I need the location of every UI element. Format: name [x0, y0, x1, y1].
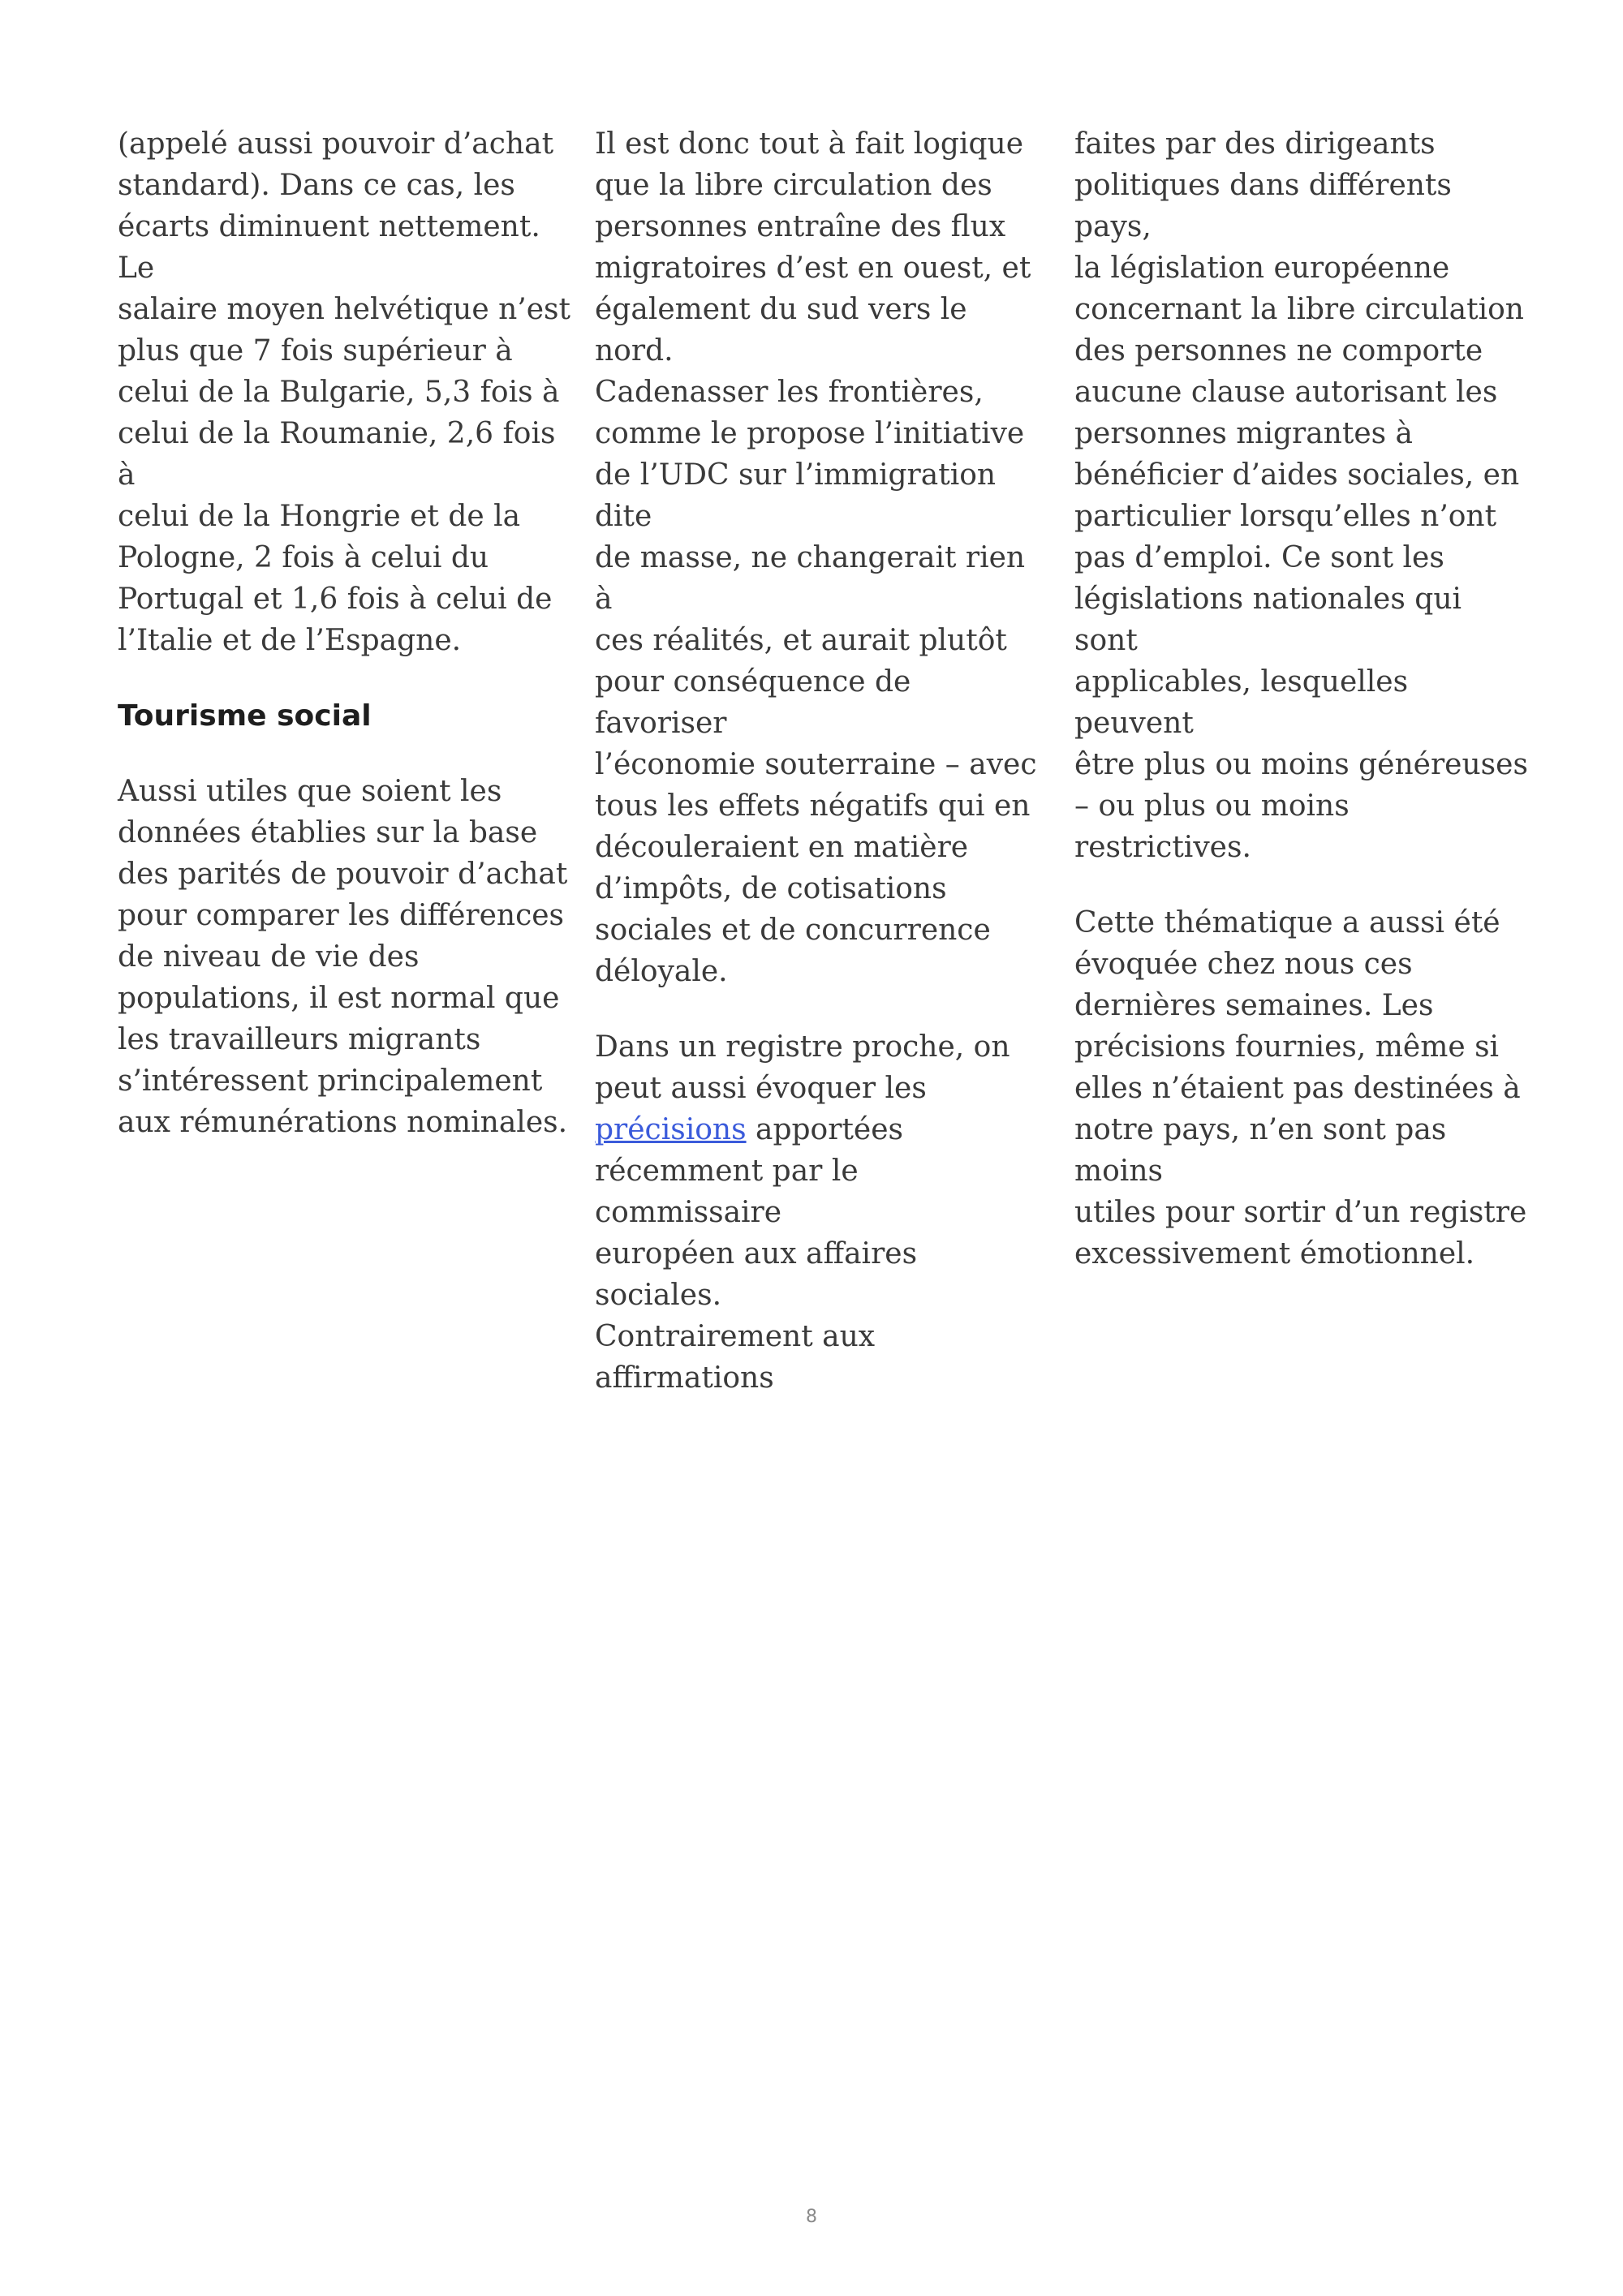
section-heading-tourisme-social: Tourisme social: [118, 699, 372, 733]
paragraph-purchasing-power: (appelé aussi pouvoir d’achat standard). Dans ce cas, les écarts diminuent nettement. Le salaire moyen helvétique n’est plus que 7 fois supérieur à celui de la Bulgarie, 5,3 fois à celui de la Roumanie, 2,6 fois à celui de la Hongrie et de la Pologne, 2 fois à celui du Portugal et 1,6 fois à celui de l’Italie et de l’Espagne.: [118, 127, 570, 657]
paragraph-commissioner: [595, 1026, 1049, 1399]
text-column-3: [1074, 123, 1529, 1309]
paragraph-text-after-link: apportées récemment par le commissaire européen aux affaires sociales. Contrairement aux affirmations: [595, 1113, 918, 1395]
page-number: 8: [806, 2207, 817, 2227]
text-column-2: [595, 123, 1049, 1433]
paragraph-nominal-wages: Aussi utiles que soient les données établies sur la base des parités de pouvoir d’achat pour comparer les différences de niveau de vie des populations, il est normal que les travailleurs migrants s’intéressent principalement aux rémunérations nominales.: [118, 775, 568, 1139]
text-column-1: [118, 123, 572, 1177]
paragraph-european-legislation: faites par des dirigeants politiques dans différents pays, la législation européenne concernant la libre circulation des personnes ne comporte aucune clause autorisant les personnes migrantes à bénéficier d’aides sociales, en particulier lorsqu’elles n’ont pas d’emploi. Ce sont les législations nationales qui sont applicables, lesquelles peuvent être plus ou moins généreuses – ou plus ou moins restrictives.: [1074, 127, 1528, 864]
paragraph-free-movement: Il est donc tout à fait logique que la libre circulation des personnes entraîne des flux migratoires d’est en ouest, et également du sud vers le nord. Cadenasser les frontières, comme le propose l’initiative de l’UDC sur l’immigration dite de masse, ne changerait rien à ces réalités, et aurait plutôt pour conséquence de favoriser l’économie souterraine – avec tous les effets négatifs qui en découleraient en matière d’impôts, de cotisations sociales et de concurrence déloyale.: [595, 127, 1037, 988]
paragraph-text-before-link: Dans un registre proche, on peut aussi évoquer les: [595, 1030, 1010, 1105]
precisions-link[interactable]: précisions: [595, 1113, 747, 1146]
paragraph-thematic: Cette thématique a aussi été évoquée chez nous ces dernières semaines. Les précisions fournies, même si elles n’étaient pas destinées à notre pays, n’en sont pas moins utiles pour sortir d’un registre excessivement émotionnel.: [1074, 906, 1527, 1271]
